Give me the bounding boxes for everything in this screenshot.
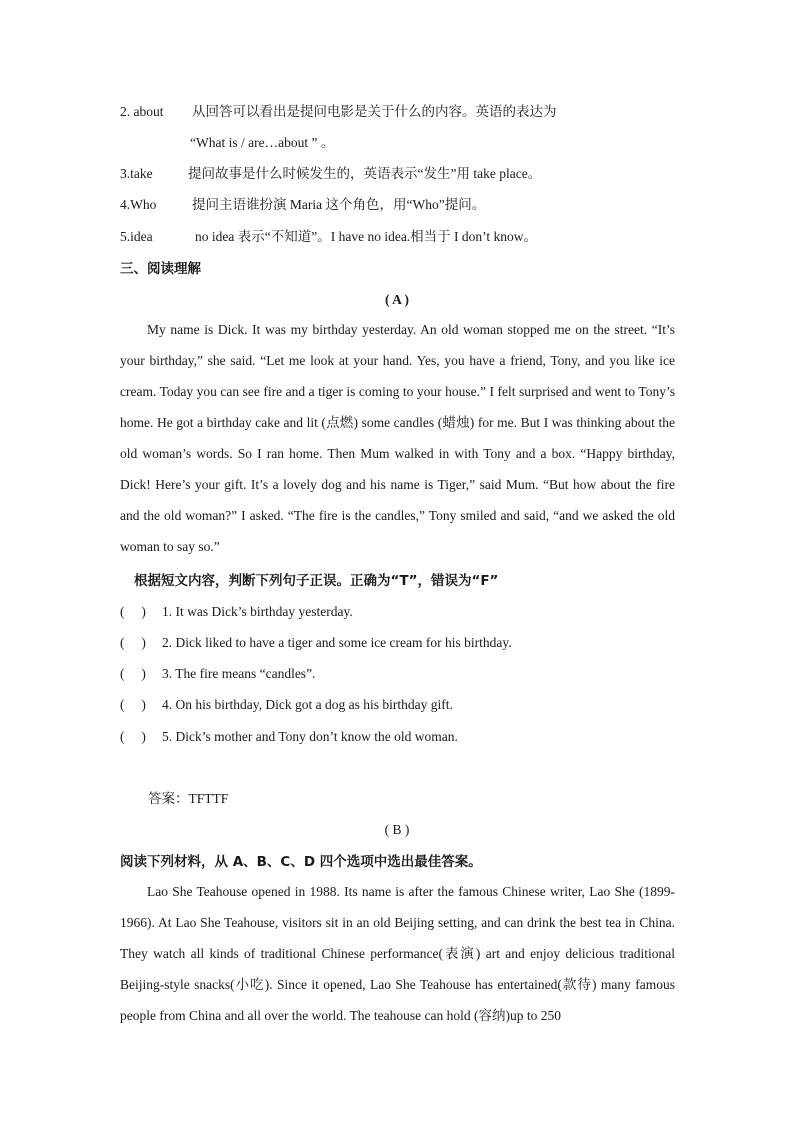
part-a-passage — [120, 314, 675, 562]
note-2-continued — [190, 134, 334, 152]
note-text: 提问故事是什么时候发生的，英语表示“发生”用 take place。 — [188, 166, 542, 181]
question-row — [120, 603, 353, 621]
passage-text: Lao She Teahouse opened in 1988. Its name is after the famous Chinese writer, Lao She (1899-1966). At Lao She Teahouse, visitors sit in an old Beijing setting, and can drink the best tea in China. They watch all kinds of traditional Chinese performance(表演) art and enjoy delicious traditional Beijing-style snacks(小吃). Since it opened, Lao She Teahouse has entertained(款待) many famous people from China and all over the world. The teahouse can hold (容纳)up to 250 — [120, 884, 675, 1023]
note-key: 4.Who — [120, 197, 157, 212]
answer-blank[interactable]: ( ) — [120, 635, 146, 650]
question-text: 3. The fire means “candles”. — [162, 666, 316, 681]
question-row — [120, 696, 453, 714]
note-key: 2. about — [120, 104, 164, 119]
part-a-label: ( A ) — [384, 292, 409, 307]
passage-text: My name is Dick. It was my birthday yesterday. An old woman stopped me on the street. “It’s your birthday,” she said. “Let me look at your hand. Yes, you have a friend, Tony, and you like ice cream. Today you can see fire and a tiger is coming to your house.” I felt surprised and went to Tony’s home. He got a birthday cake and lit (点燃) some candles (蜡烛) for me. But I was thinking about the old woman’s words. So I ran home. Then Mum walked in with Tony and a box. “Happy birthday, Dick! Here’s your gift. It’s a lovely dog and his name is Tiger,” said Mum. “But how about the fire and the old woman?” I asked. “The fire is the candles,” Tony smiled and said, “and we asked the old woman to say so.” — [120, 322, 675, 554]
part-b-instruction: 阅读下列材料，从 A、B、C、D 四个选项中选出最佳答案。 — [120, 854, 482, 870]
question-row — [120, 728, 458, 746]
note-5 — [120, 228, 537, 246]
answer-blank[interactable]: ( ) — [120, 729, 146, 744]
question-text: 5. Dick’s mother and Tony don’t know the old woman. — [162, 729, 458, 744]
note-text: “What is / are…about ” 。 — [190, 135, 335, 150]
part-b-label: ( B ) — [384, 822, 410, 837]
question-text: 4. On his birthday, Dick got a dog as his birthday gift. — [162, 697, 453, 712]
question-row — [120, 665, 315, 683]
note-4 — [120, 196, 485, 214]
note-2 — [120, 103, 557, 121]
answer-blank[interactable]: ( ) — [120, 604, 146, 619]
answer-blank[interactable]: ( ) — [120, 666, 146, 681]
answer-blank[interactable]: ( ) — [120, 697, 146, 712]
note-text: no idea 表示“不知道”。I have no idea.相当于 I don’t know。 — [195, 229, 538, 244]
note-key: 5.idea — [120, 229, 153, 244]
note-text: 从回答可以看出是提问电影是关于什么的内容。英语的表达为 — [192, 104, 557, 119]
question-row — [120, 634, 512, 652]
answer-key: 答案：TFTTF — [148, 791, 229, 806]
question-text: 2. Dick liked to have a tiger and some ice cream for his birthday. — [162, 635, 512, 650]
part-a-instruction: 根据短文内容，判断下列句子正误。正确为“T”，错误为“F” — [134, 573, 499, 589]
note-text: 提问主语谁扮演 Maria 这个角色，用“Who”提问。 — [192, 197, 486, 212]
question-text: 1. It was Dick’s birthday yesterday. — [162, 604, 353, 619]
note-key: 3.take — [120, 166, 153, 181]
section-title: 三、阅读理解 — [120, 261, 201, 277]
note-3 — [120, 165, 541, 183]
part-b-passage — [120, 876, 675, 1031]
